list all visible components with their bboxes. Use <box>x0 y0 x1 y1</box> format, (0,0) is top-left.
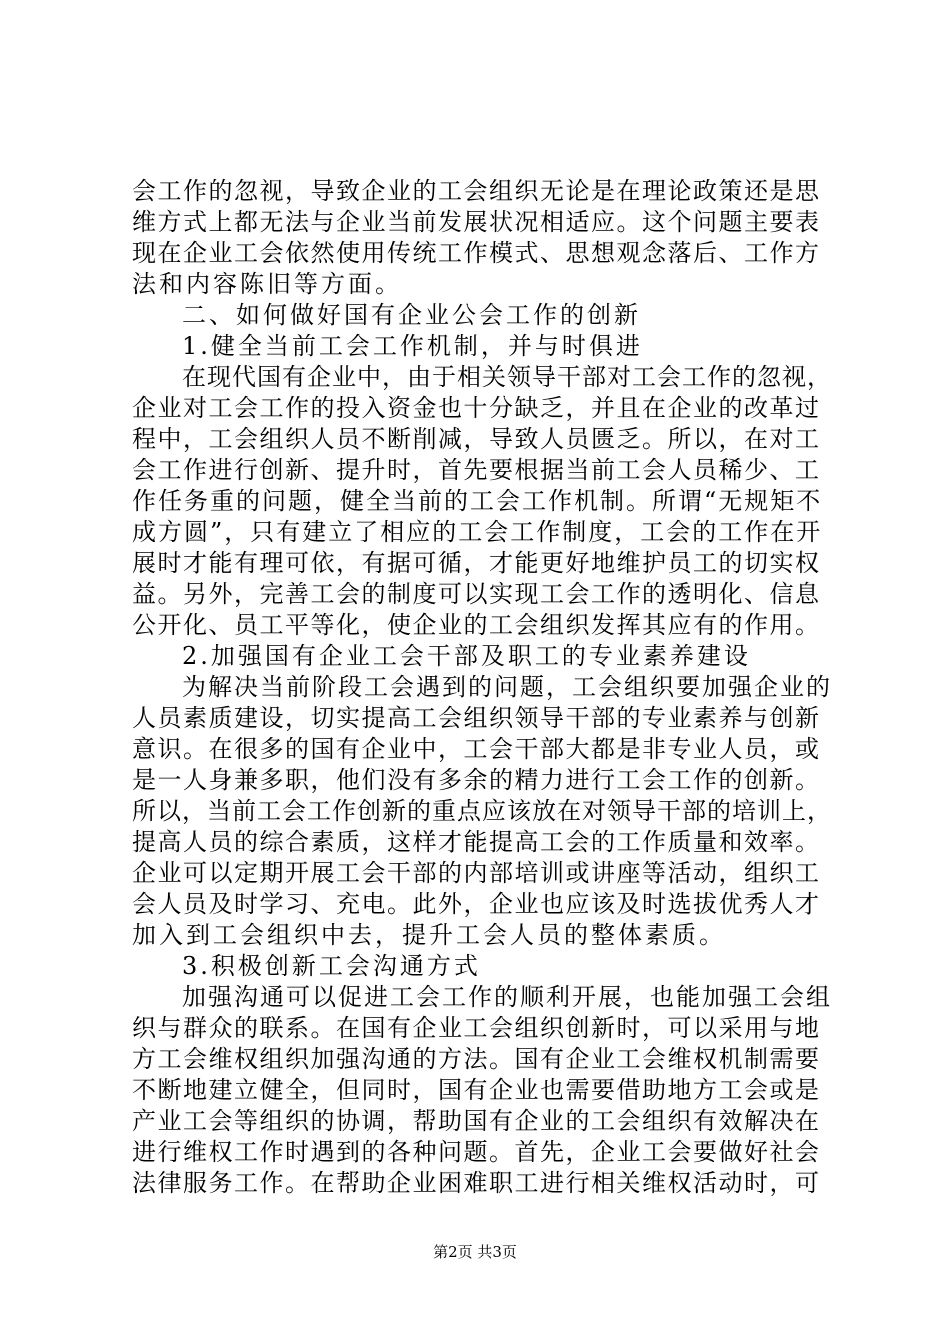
text-line: 公开化、员工平等化，使企业的工会组织发挥其应有的作用。 <box>132 611 821 639</box>
text-line: 二、如何做好国有企业公会工作的创新 <box>182 301 641 329</box>
text-line: 展时才能有理可依，有据可循，才能更好地维护员工的切实权 <box>132 549 821 577</box>
text-line: 法律服务工作。在帮助企业困难职工进行相关维权活动时，可 <box>132 1169 821 1197</box>
text-line: 会工作进行创新、提升时，首先要根据当前工会人员稀少、工 <box>132 456 821 484</box>
text-line: 会人员及时学习、充电。此外，企业也应该及时选拔优秀人才 <box>132 890 821 918</box>
text-line: 产业工会等组织的协调，帮助国有企业的工会组织有效解决在 <box>132 1107 821 1135</box>
text-line: 方工会维权组织加强沟通的方法。国有企业工会维权机制需要 <box>132 1045 821 1073</box>
text-line: 1.健全当前工会工作机制，并与时俱进 <box>182 332 643 360</box>
text-line: 企业可以定期开展工会干部的内部培训或讲座等活动，组织工 <box>132 859 821 887</box>
text-line: 程中，工会组织人员不断削减，导致人员匮乏。所以，在对工 <box>132 425 821 453</box>
text-line: 3.积极创新工会沟通方式 <box>182 952 481 980</box>
text-line: 加入到工会组织中去，提升工会人员的整体素质。 <box>132 921 726 949</box>
text-line: 在现代国有企业中，由于相关领导干部对工会工作的忽视， <box>182 363 832 391</box>
page-footer: 第2页 共3页 <box>433 1243 517 1261</box>
text-line: 企业对工会工作的投入资金也十分缺乏，并且在企业的改革过 <box>132 394 821 422</box>
text-line: 法和内容陈旧等方面。 <box>132 270 402 298</box>
text-line: 是一人身兼多职，他们没有多余的精力进行工会工作的创新。 <box>132 766 821 794</box>
text-line: 维方式上都无法与企业当前发展状况相适应。这个问题主要表 <box>132 208 821 236</box>
text-line: 成方圆”，只有建立了相应的工会工作制度，工会的工作在开 <box>132 518 823 546</box>
text-line: 进行维权工作时遇到的各种问题。首先，企业工会要做好社会 <box>132 1138 821 1166</box>
text-line: 提高人员的综合素质，这样才能提高工会的工作质量和效率。 <box>132 828 821 856</box>
text-line: 会工作的忽视，导致企业的工会组织无论是在理论政策还是思 <box>132 177 821 205</box>
text-line: 人员素质建设，切实提高工会组织领导干部的专业素养与创新 <box>132 704 821 732</box>
document-body <box>132 176 832 1199</box>
text-line: 为解决当前阶段工会遇到的问题，工会组织要加强企业的 <box>182 673 832 701</box>
text-line: 加强沟通可以促进工会工作的顺利开展，也能加强工会组 <box>182 983 832 1011</box>
text-line: 益。另外，完善工会的制度可以实现工会工作的透明化、信息 <box>132 580 821 608</box>
text-line: 所以，当前工会工作创新的重点应该放在对领导干部的培训上， <box>132 797 832 825</box>
text-line: 现在企业工会依然使用传统工作模式、思想观念落后、工作方 <box>132 239 821 267</box>
text-line: 织与群众的联系。在国有企业工会组织创新时，可以采用与地 <box>132 1014 821 1042</box>
text-line: 作任务重的问题，健全当前的工会工作机制。所谓“无规矩不 <box>132 487 823 515</box>
text-line: 不断地建立健全，但同时，国有企业也需要借助地方工会或是 <box>132 1076 821 1104</box>
text-line: 意识。在很多的国有企业中，工会干部大都是非专业人员，或 <box>132 735 821 763</box>
text-line: 2.加强国有企业工会干部及职工的专业素养建设 <box>182 642 751 670</box>
